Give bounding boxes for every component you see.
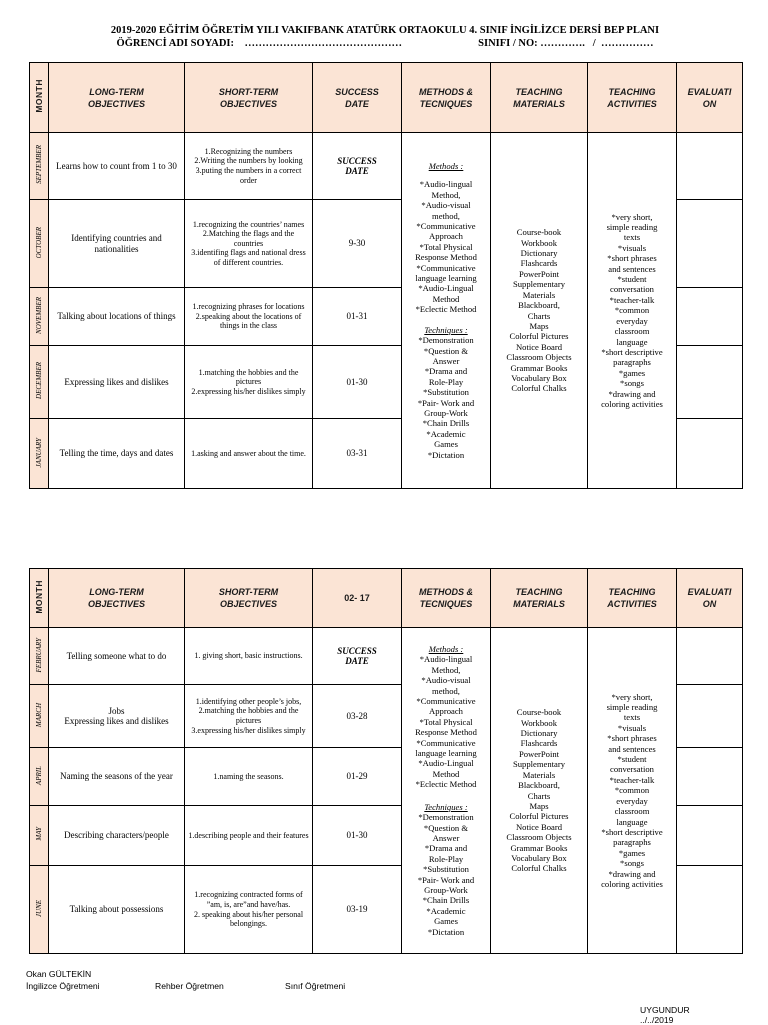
list-line: Supplementary (512, 759, 566, 770)
list-line: Group-Work (424, 407, 468, 418)
list-line: *Audio-lingual (419, 654, 473, 665)
list-line: *Communicative (416, 737, 476, 748)
teaching-activities-cell (588, 133, 677, 489)
success-date: 01-30 (313, 346, 402, 419)
list-line: *visuals (617, 722, 647, 733)
list-line: *Question & (423, 345, 469, 356)
month-cell: JANUARY (30, 419, 49, 489)
list-line: Maps (529, 320, 549, 331)
list-line: PowerPoint (518, 268, 560, 279)
list-line: Method, (431, 664, 461, 675)
list-line: Classroom Objects (506, 832, 572, 843)
evaluation-cell (677, 628, 743, 685)
list-line: *student (617, 274, 647, 285)
short-term-objective: 1.recognizing contracted forms of ”am, is, are”and have/has. 2. speaking about his/her personal belongings. (185, 866, 313, 954)
list-line: *songs (620, 858, 644, 869)
plan-table-first-term (29, 62, 743, 489)
list-line: language (616, 816, 648, 827)
header-teaching-activities: TEACHING ACTIVITIES (588, 569, 677, 628)
list-line: method, (432, 685, 460, 696)
list-line: conversation (610, 284, 654, 295)
list-line: language learning (415, 273, 477, 284)
list-line: Notice Board (515, 341, 563, 352)
techniques-title: Techniques : (424, 801, 468, 812)
long-term-objective: Talking about possessions (49, 866, 185, 954)
english-teacher-label: İngilizce Öğretmeni (26, 981, 100, 991)
list-line: *Total Physical (419, 241, 473, 252)
list-line: Blackboard, (518, 780, 560, 791)
month-cell: DECEMBER (30, 346, 49, 419)
evaluation-cell (677, 288, 743, 346)
list-line: *Academic (426, 905, 466, 916)
short-term-objective: 1.Recognizing the numbers 2.Writing the numbers by looking 3.puting the numbers in a correct order (185, 133, 313, 200)
list-line: *Academic (426, 428, 466, 439)
techniques-title: Techniques : (424, 324, 468, 335)
long-term-objective: Telling someone what to do (49, 628, 185, 685)
list-line: Flashcards (520, 738, 558, 749)
short-term-objective: 1. giving short, basic instructions. (185, 628, 313, 685)
month-cell: MAY (30, 806, 49, 866)
list-line: *Communicative (416, 221, 476, 232)
list-line: *Chain Drills (422, 895, 470, 906)
header-long-term: LONG-TERM OBJECTIVES (49, 569, 185, 628)
list-line: PowerPoint (518, 748, 560, 759)
table-row (30, 628, 743, 685)
table-header-row (30, 569, 743, 628)
document-title: 2019-2020 EĞİTİM ÖĞRETİM YILI VAKIFBANK ATATÜRK ORTAOKULU 4. SINIF İNGİLİZCE DERSİ BEP PLANI (110, 25, 660, 36)
list-line: Dictionary (520, 728, 558, 739)
header-evaluation: EVALUATI ON (677, 569, 743, 628)
approved-label: UYGUNDUR (640, 1005, 690, 1015)
list-line: Workbook (520, 717, 558, 728)
evaluation-cell (677, 806, 743, 866)
short-term-objective: 1.recognizing phrases for locations 2.speaking about the locations of things in the class (185, 288, 313, 346)
list-line: *Drama and (424, 366, 468, 377)
list-line: Games (434, 916, 458, 927)
evaluation-cell (677, 419, 743, 489)
activities-list (591, 212, 673, 410)
techniques-list (405, 812, 487, 937)
list-line: Response Method (415, 727, 477, 738)
success-date: SUCCESS DATE (313, 133, 402, 200)
list-line: *drawing and (608, 388, 656, 399)
list-line: *Drama and (424, 843, 468, 854)
list-line: *teacher-talk (609, 294, 655, 305)
list-line: Materials (522, 769, 556, 780)
list-line: and sentences (608, 263, 656, 274)
list-line: Blackboard, (518, 300, 560, 311)
methods-title: Methods : (428, 644, 464, 655)
list-line: Method, (431, 189, 461, 200)
list-line: Grammar Books (510, 362, 568, 373)
list-line: *Audio-visual (421, 675, 471, 686)
list-line: Grammar Books (510, 842, 568, 853)
long-term-objective: Talking about locations of things (49, 288, 185, 346)
list-line: method, (432, 210, 460, 221)
list-line: *Pair- Work and (417, 874, 475, 885)
short-term-objective: 1.asking and answer about the time. (185, 419, 313, 489)
list-line: *common (614, 305, 650, 316)
list-line: *visuals (617, 242, 647, 253)
list-line: *Dictation (427, 449, 465, 460)
list-line: and sentences (608, 743, 656, 754)
list-line: *Audio-Lingual (418, 283, 474, 294)
header-evaluation: EVALUATI ON (677, 63, 743, 133)
header-short-term: SHORT-TERM OBJECTIVES (185, 63, 313, 133)
list-line: Workbook (520, 237, 558, 248)
list-line: Course-book (516, 707, 562, 718)
month-cell: SEPTEMBER (30, 133, 49, 200)
list-line: *Communicative (416, 262, 476, 273)
header-teaching-materials: TEACHING MATERIALS (491, 569, 588, 628)
list-line: Colorful Pictures (509, 331, 569, 342)
methods-techniques-cell (402, 133, 491, 489)
evaluation-cell (677, 866, 743, 954)
list-line: Flashcards (520, 258, 558, 269)
guidance-teacher-label: Rehber Öğretmen (155, 981, 224, 991)
list-line: *Audio-Lingual (418, 758, 474, 769)
list-line: Materials (522, 289, 556, 300)
list-line: Approach (429, 706, 463, 717)
list-line: *short phrases (607, 253, 657, 264)
activities-list (591, 692, 673, 890)
list-line: simple reading (606, 702, 658, 713)
list-line: Notice Board (515, 821, 563, 832)
list-line: *Pair- Work and (417, 397, 475, 408)
list-line: Vocabulary Box (511, 852, 567, 863)
list-line: Charts (527, 310, 551, 321)
list-line: *Demonstration (418, 335, 474, 346)
list-line: *Eclectic Method (415, 304, 477, 315)
class-teacher-label: Sınıf Öğretmeni (285, 981, 346, 991)
materials-list (494, 707, 584, 874)
success-date: 01-29 (313, 748, 402, 806)
header-long-term: LONG-TERM OBJECTIVES (49, 63, 185, 133)
list-line: Response Method (415, 252, 477, 263)
evaluation-cell (677, 346, 743, 419)
list-line: classroom (614, 326, 650, 337)
methods-list (405, 179, 487, 314)
list-line: language learning (415, 748, 477, 759)
list-line: Vocabulary Box (511, 372, 567, 383)
short-term-objective: 1.naming the seasons. (185, 748, 313, 806)
list-line: *songs (620, 378, 644, 389)
header-short-term: SHORT-TERM OBJECTIVES (185, 569, 313, 628)
methods-title: Methods : (428, 161, 464, 172)
list-line: Method (432, 768, 460, 779)
header-success-date: SUCCESS DATE (313, 63, 402, 133)
short-term-objective: 1.recognizing the countries’ names 2.Matching the flags and the countries 3.identifing flags and national dress of different countries. (185, 200, 313, 288)
list-line: Colorful Pictures (509, 811, 569, 822)
list-line: everyday (616, 315, 648, 326)
list-line: Answer (432, 832, 460, 843)
list-line: *short descriptive (601, 826, 663, 837)
header-month: MONTH (30, 63, 49, 133)
header-teaching-activities: TEACHING ACTIVITIES (588, 63, 677, 133)
list-line: Dictionary (520, 248, 558, 259)
short-term-objective: 1.describing people and their features (185, 806, 313, 866)
long-term-objective: Telling the time, days and dates (49, 419, 185, 489)
header-date: 02- 17 (313, 569, 402, 628)
list-line: *Audio-lingual (419, 179, 473, 190)
list-line: coloring activities (601, 878, 663, 889)
list-line: Role-Play (428, 376, 464, 387)
list-line: *Chain Drills (422, 418, 470, 429)
header-methods: METHODS & TECNIQUES (402, 569, 491, 628)
list-line: *games (618, 847, 646, 858)
methods-list (405, 654, 487, 789)
list-line: paragraphs (613, 357, 651, 368)
list-line: texts (623, 232, 641, 243)
success-date: 03-31 (313, 419, 402, 489)
long-term-objective: Describing characters/people (49, 806, 185, 866)
list-line: simple reading (606, 222, 658, 233)
list-line: *games (618, 367, 646, 378)
evaluation-cell (677, 685, 743, 748)
plan-table-second-term (29, 568, 743, 954)
list-line: *Total Physical (419, 716, 473, 727)
success-date: 03-28 (313, 685, 402, 748)
list-line: *Substitution (423, 387, 469, 398)
list-line: Group-Work (424, 884, 468, 895)
list-line: *common (614, 785, 650, 796)
list-line: Method (432, 293, 460, 304)
month-cell: MARCH (30, 685, 49, 748)
list-line: texts (623, 712, 641, 723)
list-line: Answer (432, 355, 460, 366)
month-cell: NOVEMBER (30, 288, 49, 346)
methods-techniques-cell (402, 628, 491, 954)
list-line: *Audio-visual (421, 200, 471, 211)
list-line: conversation (610, 764, 654, 775)
list-line: *Demonstration (418, 812, 474, 823)
list-line: Maps (529, 800, 549, 811)
list-line: *Communicative (416, 696, 476, 707)
list-line: *drawing and (608, 868, 656, 879)
list-line: classroom (614, 806, 650, 817)
long-term-objective: Jobs Expressing likes and dislikes (49, 685, 185, 748)
month-cell: FEBRUARY (30, 628, 49, 685)
success-date: 03-19 (313, 866, 402, 954)
success-date: 9-30 (313, 200, 402, 288)
success-date: 01-31 (313, 288, 402, 346)
table-row (30, 133, 743, 200)
long-term-objective: Learns how to count from 1 to 30 (49, 133, 185, 200)
evaluation-cell (677, 748, 743, 806)
list-line: Supplementary (512, 279, 566, 290)
evaluation-cell (677, 200, 743, 288)
teacher-name: Okan GÜLTEKİN (26, 969, 92, 979)
list-line: Games (434, 439, 458, 450)
list-line: *Eclectic Method (415, 779, 477, 790)
header-month: MONTH (30, 569, 49, 628)
list-line: *Question & (423, 822, 469, 833)
month-cell: JUNE (30, 866, 49, 954)
teaching-materials-cell (491, 133, 588, 489)
header-teaching-materials: TEACHING MATERIALS (491, 63, 588, 133)
list-line: everyday (616, 795, 648, 806)
list-line: paragraphs (613, 837, 651, 848)
teaching-activities-cell (588, 628, 677, 954)
list-line: *very short, (611, 211, 653, 222)
short-term-objective: 1.matching the hobbies and the pictures 2.expressing his/her dislikes simply (185, 346, 313, 419)
materials-list (494, 227, 584, 394)
list-line: Approach (429, 231, 463, 242)
success-date: 01-30 (313, 806, 402, 866)
success-date: SUCCESS DATE (313, 628, 402, 685)
approved-date: ../../2019 (640, 1015, 674, 1025)
month-cell: APRIL (30, 748, 49, 806)
list-line: Role-Play (428, 853, 464, 864)
header-methods: METHODS & TECNIQUES (402, 63, 491, 133)
list-line: coloring activities (601, 398, 663, 409)
list-line: *Dictation (427, 926, 465, 937)
list-line: Colorful Chalks (511, 863, 567, 874)
long-term-objective: Naming the seasons of the year (49, 748, 185, 806)
list-line: Classroom Objects (506, 352, 572, 363)
list-line: *short phrases (607, 733, 657, 744)
month-cell: OCTOBER (30, 200, 49, 288)
list-line: Colorful Chalks (511, 383, 567, 394)
table-header-row (30, 63, 743, 133)
long-term-objective: Identifying countries and nationalities (49, 200, 185, 288)
list-line: *short descriptive (601, 346, 663, 357)
list-line: *student (617, 754, 647, 765)
evaluation-cell (677, 133, 743, 200)
list-line: *teacher-talk (609, 774, 655, 785)
list-line: *very short, (611, 691, 653, 702)
list-line: Course-book (516, 227, 562, 238)
student-info-line: ÖĞRENCİ ADI SOYADI: ……………………………………… SINIFI / NO: …………. / …………… (116, 38, 654, 49)
short-term-objective: 1.identifying other people’s jobs, 2.matching the hobbies and the pictures 3.expressing his/her dislikes simply (185, 685, 313, 748)
techniques-list (405, 335, 487, 460)
list-line: *Substitution (423, 864, 469, 875)
teaching-materials-cell (491, 628, 588, 954)
long-term-objective: Expressing likes and dislikes (49, 346, 185, 419)
list-line: Charts (527, 790, 551, 801)
list-line: language (616, 336, 648, 347)
